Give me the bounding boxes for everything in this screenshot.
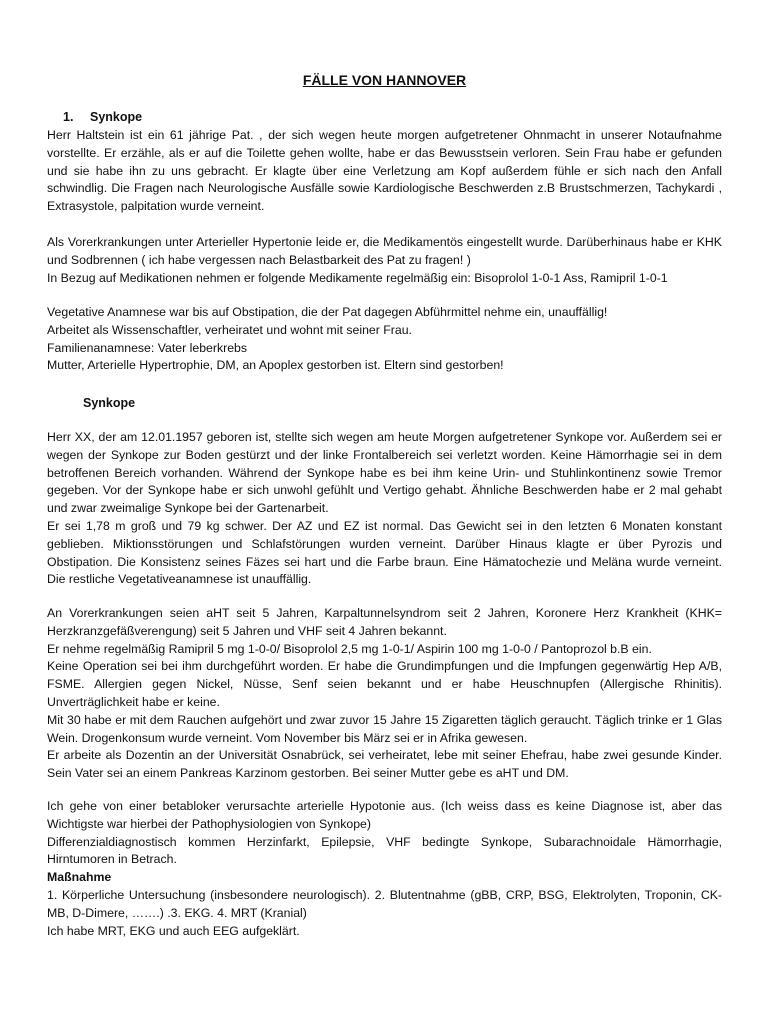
paragraph-line: Als Vorerkrankungen unter Arterieller Hypertonie leide er, die Medikamentös eingestellt wurde. Darüberhinaus habe er KHK und Sodbrennen ( ich habe vergessen nach Belastbarkeit des Pat zu fragen! ) bbox=[47, 235, 722, 267]
paragraph-line: Herr XX, der am 12.01.1957 geboren ist, stellte sich wegen am heute Morgen aufgetretener Synkope vor. Außerdem sei er wegen der Synkope zur Boden gestürzt und der linke Frontalbereich sei verletzt worden. Keine Hämorrhagie sei in dem betroffenen Bereich vorhanden. Während der Synkope habe es bei ihm keine Urin- und Stuhlinkontinenz sowie Tremor gegeben. Vor der Synkope habe er sich unwohl gefühlt und Vertigo gehabt. Ähnliche Beschwerden habe er 2 mal gehabt und zwar zweimalige Synkope bei der Gartenarbeit. bbox=[47, 430, 722, 516]
paragraph-line: Er sei 1,78 m groß und 79 kg schwer. Der AZ und EZ ist normal. Das Gewicht sei in den letzten 6 Monaten konstant geblieben. Miktionsstörungen und Schlafstörungen wurden verneint. Darüber Hinaus klagte er über Pyrozis und Obstipation. Die Konsistenz seines Fäzes sei hart und die Farbe braun. Eine Hämatochezie und Meläna wurde verneint. Die restliche Vegetativeanamnese ist unauffällig. bbox=[47, 518, 722, 587]
paragraph-line: Herr Haltstein ist ein 61 jährige Pat. , der sich wegen heute morgen aufgetretener Ohnmacht in unserer Notaufnahme vorstellte. Er erzähle, als er auf die Toilette gehen wollte, habe er das Bewusstsein verloren. Sein Frau habe er gefunden und sie habe ihn zu uns gebracht. Er klagte über eine Verletzung am Kopf außerdem fühle er sich nach den Anfall schwindlig. Die Fragen nach Neurologische Ausfälle sowie Kardiologische Beschwerden z.B Brustschmerzen, Tachykardi , Extrasystole, palpitation wurde verneint. bbox=[47, 128, 722, 214]
section-2-paragraph-1 bbox=[47, 429, 722, 589]
paragraph-line: Differenzialdiagnostisch kommen Herzinfarkt, Epilepsie, VHF bedingte Synkope, Subarachnoidale Hämorrhagie, Hirntumoren in Betrach. bbox=[47, 834, 722, 867]
paragraph-line: Vegetative Anamnese war bis auf Obstipation, die der Pat dagegen Abführmittel nehme ein, unauffällig! bbox=[47, 305, 608, 319]
paragraph-line: Ich gehe von einer betabloker verursachte arterielle Hypotonie aus. (Ich weiss dass es keine Diagnose ist, aber das Wichtigste war hierbei der Pathophysiologien von Synkope) bbox=[47, 799, 722, 831]
section-2-paragraph-3 bbox=[47, 798, 722, 940]
paragraph-line: An Vorerkrankungen seien aHT seit 5 Jahren, Karpaltunnelsyndrom seit 2 Jahren, Koronere Herz Krankheit (KHK= Herzkranzgefäßverengung) seit 5 Jahren und VHF seit 4 Jahren bekannt. bbox=[47, 606, 722, 638]
section-1-heading-text: Synkope bbox=[90, 110, 143, 124]
paragraph-line: 1. Körperliche Untersuchung (insbesondere neurologisch). 2. Blutentnahme (gBB, CRP, BSG, Elektrolyten, Troponin, CK-MB, D-Dimere, …….) .3. EKG. 4. MRT (Kranial) bbox=[47, 887, 722, 920]
paragraph-line: Mit 30 habe er mit dem Rauchen aufgehört und zwar zuvor 15 Jahre 15 Zigaretten täglich geraucht. Täglich trinke er 1 Glas Wein. Drogenkonsum wurde verneint. Vom November bis März sei er in Afrika gewesen. bbox=[47, 712, 722, 745]
paragraph-line: In Bezug auf Medikationen nehmen er folgende Medikamente regelmäßig ein: Bisoprolol 1-0-1 Ass, Ramipril 1-0-1 bbox=[47, 270, 668, 285]
section-1-paragraph-2 bbox=[47, 234, 722, 287]
paragraph-line: Familienanamnese: Vater leberkrebs bbox=[47, 340, 248, 355]
section-1-number: 1. bbox=[63, 110, 74, 124]
paragraph-line: Maßnahme bbox=[47, 870, 112, 885]
paragraph-line: Ich habe MRT, EKG und auch EEG aufgeklärt. bbox=[47, 923, 300, 938]
section-2-heading: Synkope bbox=[83, 396, 136, 410]
section-1-heading bbox=[63, 110, 142, 124]
section-1-paragraph-1 bbox=[47, 127, 722, 216]
paragraph-line: Er nehme regelmäßig Ramipril 5 mg 1-0-0/ Bisoprolol 2,5 mg 1-0-1/ Aspirin 100 mg 1-0-0 / Pantoprozol b.B ein. bbox=[47, 641, 652, 656]
paragraph-line: Arbeitet als Wissenschaftler, verheiratet und wohnt mit seiner Frau. bbox=[47, 322, 412, 337]
section-1-paragraph-3 bbox=[47, 304, 722, 375]
section-2-paragraph-2 bbox=[47, 605, 722, 783]
paragraph-line: Er arbeite als Dozentin an der Universität Osnabrück, sei verheiratet, lebe mit seiner Ehefrau, habe zwei gesunde Kinder. Sein Vater sei an einem Pankreas Karzinom gestorben. Bei seiner Mutter gebe es aHT und DM. bbox=[47, 748, 722, 781]
document-title: FÄLLE VON HANNOVER bbox=[302, 72, 467, 88]
paragraph-line: Mutter, Arterielle Hypertrophie, DM, an Apoplex gestorben ist. Eltern sind gestorben! bbox=[47, 358, 504, 373]
paragraph-line: Keine Operation sei bei ihm durchgeführt worden. Er habe die Grundimpfungen und die Impfungen gegenwärtig Hep A/B, FSME. Allergien gegen Nickel, Nüsse, Senf seien bekannt und er habe Heuschnupfen (Allergische Rhinitis). Unverträglichkeit habe er keine. bbox=[47, 659, 722, 709]
